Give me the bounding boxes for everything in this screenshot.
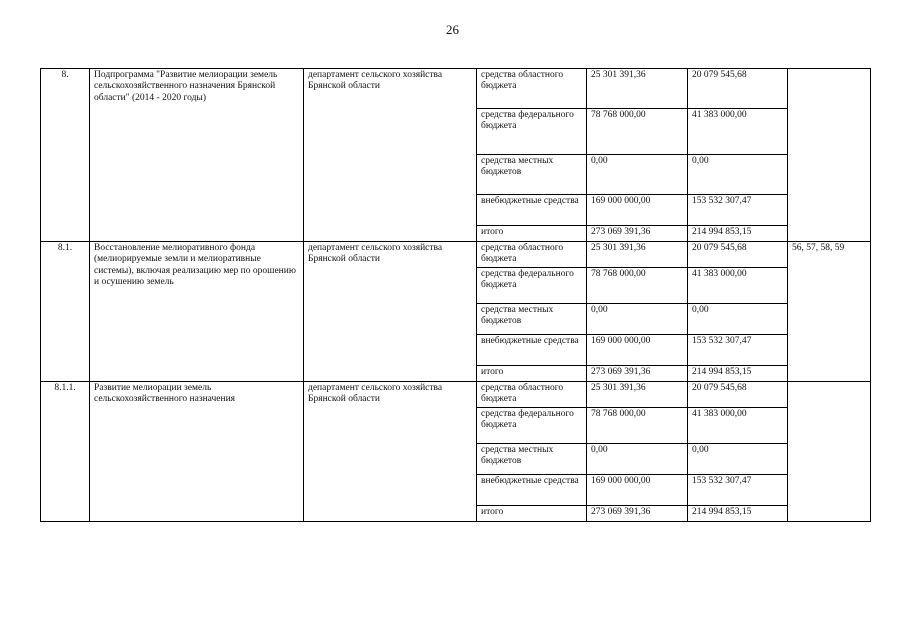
funding-source: средства областного бюджета [477,69,587,109]
budget-table [40,68,871,522]
funding-source: средства федерального бюджета [477,407,587,443]
section-number: 8.1. [41,242,90,382]
amount-value-1: 169 000 000,00 [587,334,688,365]
funding-source: итого [477,365,587,381]
amount-value-1: 273 069 391,36 [587,226,688,242]
amount-value-2: 0,00 [688,303,788,334]
section-name: Развитие мелиорации земель сельскохозяйственного назначения [90,381,304,521]
amount-value-1: 25 301 391,36 [587,381,688,407]
amount-value-1: 78 768 000,00 [587,109,688,155]
section-indicators: 56, 57, 58, 59 [788,242,871,382]
funding-source: внебюджетные средства [477,474,587,505]
funding-source: внебюджетные средства [477,334,587,365]
amount-value-2: 153 532 307,47 [688,334,788,365]
amount-value-1: 25 301 391,36 [587,69,688,109]
amount-value-1: 25 301 391,36 [587,242,688,268]
funding-source: средства местных бюджетов [477,155,587,195]
amount-value-2: 0,00 [688,155,788,195]
funding-source: средства федерального бюджета [477,267,587,303]
amount-value-1: 0,00 [587,443,688,474]
section-executor: департамент сельского хозяйства Брянской области [304,242,477,382]
page-number: 26 [446,22,459,37]
amount-value-1: 273 069 391,36 [587,365,688,381]
section-name: Подпрограмма "Развитие мелиорации земель сельскохозяйственного назначения Брянской области" (2014 - 2020 годы) [90,69,304,242]
section-number: 8.1.1. [41,381,90,521]
amount-value-2: 214 994 853,15 [688,365,788,381]
amount-value-1: 78 768 000,00 [587,407,688,443]
section-number: 8. [41,69,90,242]
budget-table-body [41,69,871,522]
section-indicators [788,69,871,242]
funding-source: средства областного бюджета [477,381,587,407]
amount-value-2: 153 532 307,47 [688,195,788,226]
section-indicators [788,381,871,521]
amount-value-1: 0,00 [587,303,688,334]
amount-value-2: 0,00 [688,443,788,474]
table-row [41,381,871,407]
section-executor: департамент сельского хозяйства Брянской области [304,381,477,521]
section-name: Восстановление мелиоративного фонда (мелиорируемые земли и мелиоративные системы), включая реализацию мер по орошению и осушению земель [90,242,304,382]
amount-value-2: 41 383 000,00 [688,267,788,303]
amount-value-2: 20 079 545,68 [688,381,788,407]
funding-source: итого [477,226,587,242]
amount-value-1: 78 768 000,00 [587,267,688,303]
amount-value-2: 20 079 545,68 [688,242,788,268]
funding-source: средства федерального бюджета [477,109,587,155]
section-executor: департамент сельского хозяйства Брянской области [304,69,477,242]
amount-value-1: 0,00 [587,155,688,195]
table-row [41,69,871,109]
amount-value-2: 20 079 545,68 [688,69,788,109]
amount-value-2: 41 383 000,00 [688,109,788,155]
funding-source: средства местных бюджетов [477,303,587,334]
amount-value-1: 273 069 391,36 [587,505,688,521]
funding-source: средства областного бюджета [477,242,587,268]
funding-source: внебюджетные средства [477,195,587,226]
table-row [41,242,871,268]
amount-value-2: 214 994 853,15 [688,226,788,242]
amount-value-2: 214 994 853,15 [688,505,788,521]
amount-value-2: 153 532 307,47 [688,474,788,505]
amount-value-2: 41 383 000,00 [688,407,788,443]
funding-source: средства местных бюджетов [477,443,587,474]
amount-value-1: 169 000 000,00 [587,474,688,505]
funding-source: итого [477,505,587,521]
amount-value-1: 169 000 000,00 [587,195,688,226]
